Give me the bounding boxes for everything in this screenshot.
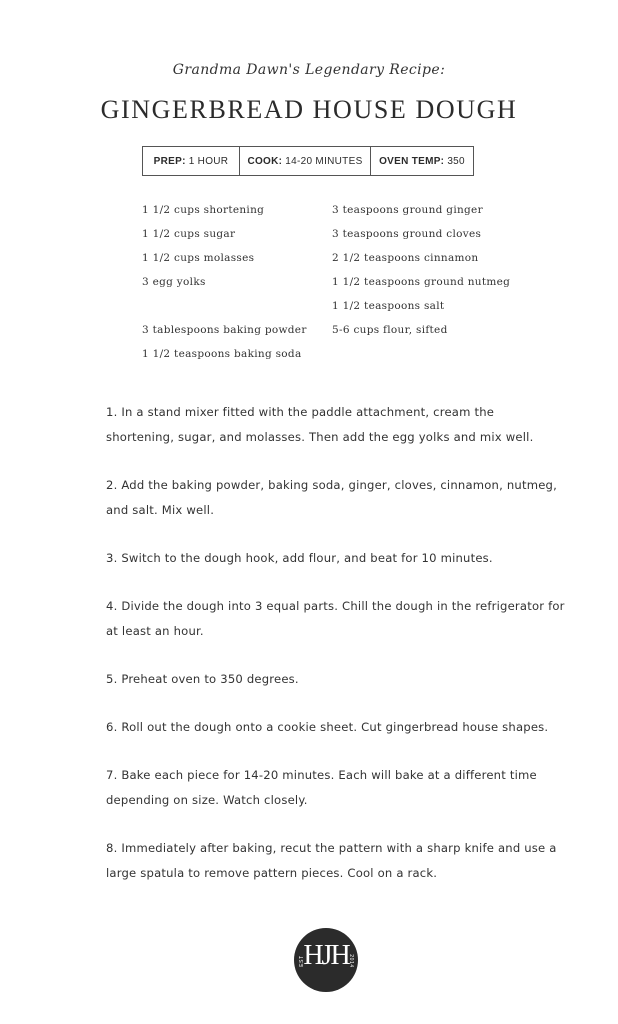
ingredients-right-column (332, 200, 510, 344)
prep-value: 1 HOUR (188, 155, 229, 167)
brand-logo (294, 928, 358, 992)
instruction-step: 8. Immediately after baking, recut the pattern with a sharp knife and use a large spatula to remove pattern pieces. Cool on a rack. (106, 841, 557, 880)
ingredient-item: 3 teaspoons ground ginger (332, 204, 483, 216)
logo-monogram: HJH (303, 940, 349, 971)
instruction-step: 3. Switch to the dough hook, add flour, and beat for 10 minutes. (106, 551, 493, 565)
instruction-step: 6. Roll out the dough onto a cookie sheet. Cut gingerbread house shapes. (106, 720, 549, 734)
cook-label: COOK: (247, 155, 283, 167)
instruction-step: 2. Add the baking powder, baking soda, ginger, cloves, cinnamon, nutmeg, and salt. Mix well. (106, 478, 557, 517)
logo-est-text: EST (298, 955, 305, 967)
prep-time (143, 147, 240, 175)
ingredient-item: 3 teaspoons ground cloves (332, 228, 482, 240)
ingredient-item: 1 1/2 cups sugar (142, 228, 236, 240)
recipe-subtitle: Grandma Dawn's Legendary Recipe: (172, 62, 446, 78)
ingredient-item: 3 egg yolks (142, 276, 206, 288)
oven-label: OVEN TEMP: (379, 155, 445, 167)
instructions (106, 400, 566, 909)
ingredient-item: 1 1/2 cups molasses (142, 252, 255, 264)
ingredients-left-column (142, 200, 307, 368)
ingredient-item: 1 1/2 cups shortening (142, 204, 265, 216)
instruction-step: 4. Divide the dough into 3 equal parts. Chill the dough in the refrigerator for at least an hour. (106, 599, 565, 638)
recipe-info-box (142, 146, 474, 176)
instruction-step: 1. In a stand mixer fitted with the paddle attachment, cream the shortening, sugar, and molasses. Then add the egg yolks and mix well. (106, 405, 534, 444)
ingredient-spacer (142, 296, 307, 320)
ingredient-item: 1 1/2 teaspoons baking soda (142, 348, 302, 360)
instruction-step: 7. Bake each piece for 14-20 minutes. Each will bake at a different time depending on size. Watch closely. (106, 768, 537, 807)
ingredient-item: 1 1/2 teaspoons salt (332, 300, 445, 312)
cook-value: 14-20 MINUTES (285, 155, 363, 167)
oven-temp (371, 147, 473, 175)
ingredient-item: 3 tablespoons baking powder (142, 324, 307, 336)
ingredient-item: 5-6 cups flour, sifted (332, 324, 448, 336)
recipe-title: GINGERBREAD HOUSE DOUGH (100, 95, 518, 124)
cook-time (240, 147, 371, 175)
ingredient-item: 1 1/2 teaspoons ground nutmeg (332, 276, 511, 288)
prep-label: PREP: (153, 155, 186, 167)
instruction-step: 5. Preheat oven to 350 degrees. (106, 672, 299, 686)
logo-year-text: 2014 (348, 954, 355, 968)
ingredient-item: 2 1/2 teaspoons cinnamon (332, 252, 479, 264)
oven-value: 350 (447, 155, 465, 167)
